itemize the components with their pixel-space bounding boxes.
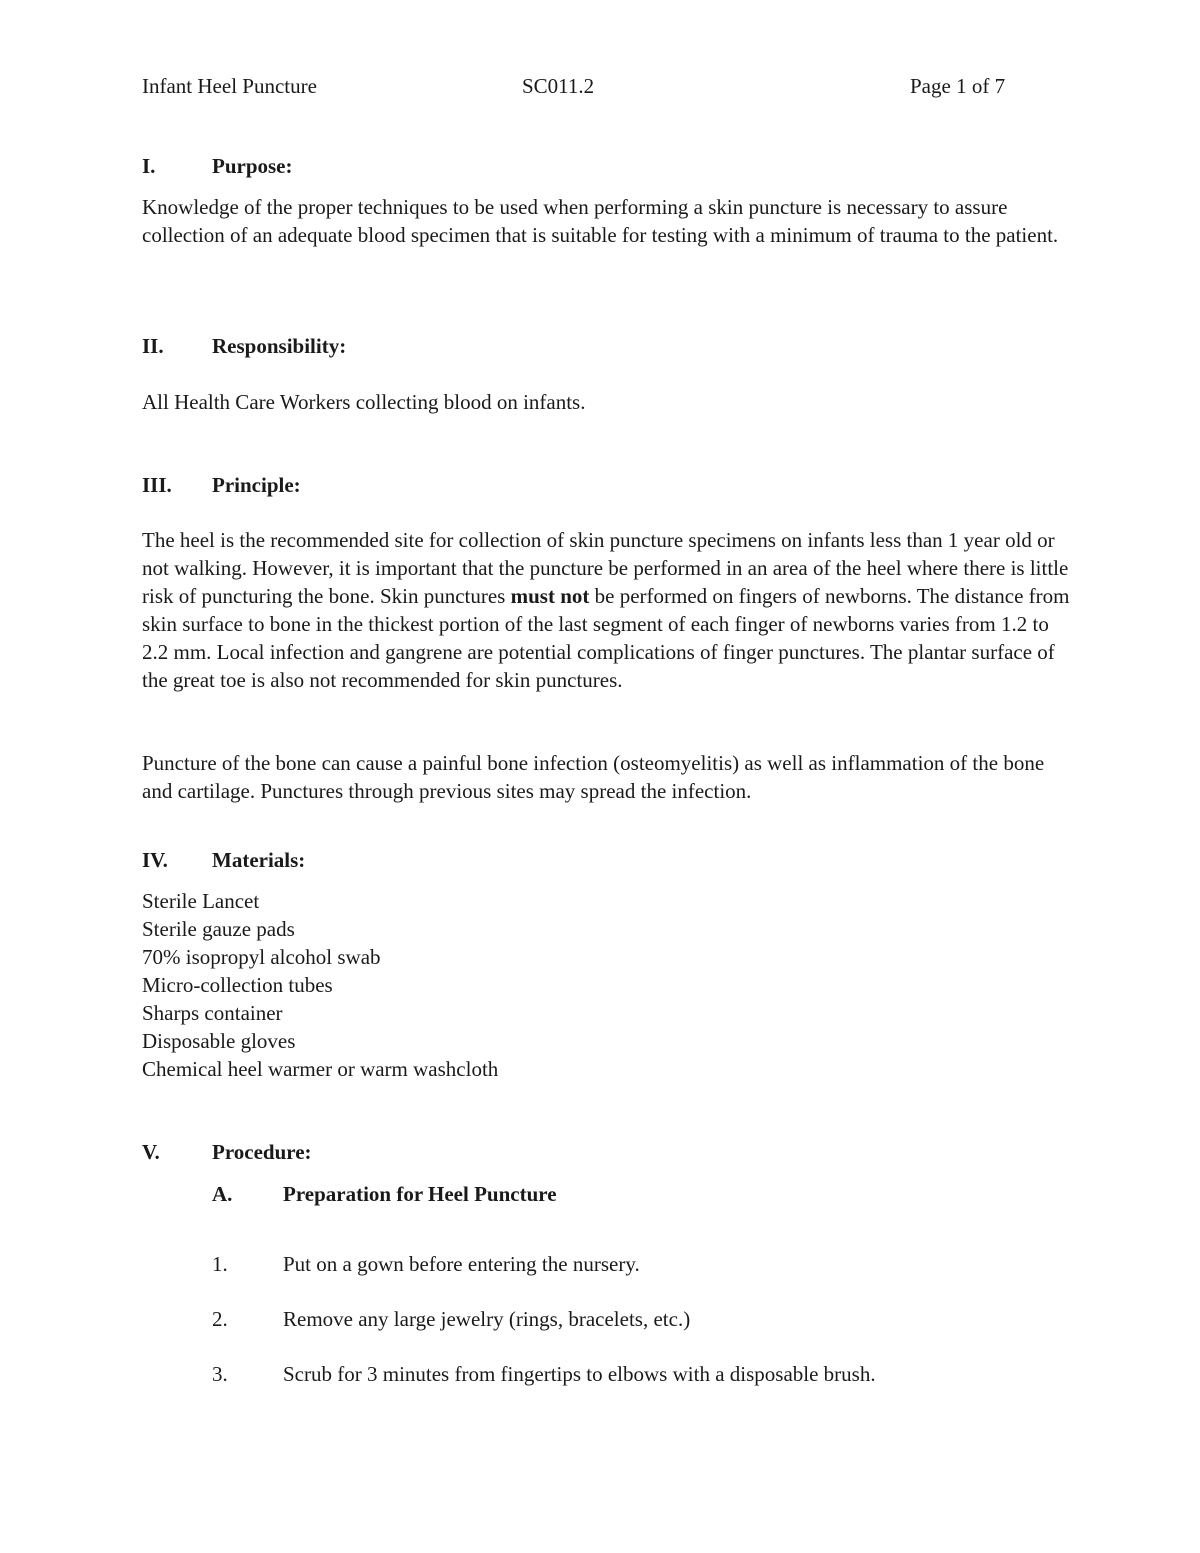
subsection-title: Preparation for Heel Puncture bbox=[283, 1182, 557, 1206]
responsibility-paragraph: All Health Care Workers collecting blood on infants. bbox=[142, 390, 586, 414]
step-text: Scrub for 3 minutes from fingertips to elbows with a disposable brush. bbox=[283, 1362, 876, 1386]
principle-text-2 bbox=[142, 749, 1072, 805]
principle-p1-part-1: The heel is the recommended site for collection of skin puncture specimens on infants less than 1 year old or not walking. However, it is important that the puncture be performed in an area of the heel where there is little risk of puncturing the bone. Skin punctures bbox=[142, 528, 1069, 608]
principle-p1-emphasis: must not bbox=[510, 584, 590, 608]
header-page-number: Page 1 of 7 bbox=[910, 74, 1006, 98]
subsection-number: A. bbox=[212, 1182, 233, 1206]
list-item: Micro-collection tubes bbox=[142, 973, 333, 997]
list-item: Chemical heel warmer or warm washcloth bbox=[142, 1057, 499, 1081]
principle-paragraph-2: Puncture of the bone can cause a painful bone infection (osteomyelitis) as well as inflammation of the bone and cartilage. Punctures through previous sites may spread the infection. bbox=[142, 751, 1045, 803]
principle-paragraph-1 bbox=[142, 526, 1072, 694]
section-number-procedure: V. bbox=[142, 1140, 160, 1164]
step-text: Put on a gown before entering the nursery. bbox=[283, 1252, 640, 1276]
section-title-materials: Materials: bbox=[212, 848, 306, 872]
section-number-principle: III. bbox=[142, 473, 172, 497]
header-title: Infant Heel Puncture bbox=[142, 74, 317, 98]
section-number-purpose: I. bbox=[142, 154, 156, 178]
step-number: 2. bbox=[212, 1307, 228, 1331]
section-title-purpose: Purpose: bbox=[212, 154, 293, 178]
step-text: Remove any large jewelry (rings, bracelets, etc.) bbox=[283, 1307, 691, 1331]
section-title-principle: Principle: bbox=[212, 473, 301, 497]
principle-p1-part-2: be performed on fingers of newborns. The distance from skin surface to bone in the thickest portion of the last segment of each finger of newborns varies from 1.2 to 2.2 mm. Local infection and gangrene are potential complications of finger punctures. The plantar surface of the great toe is also not recommended for skin punctures. bbox=[142, 584, 1070, 692]
list-item: Sterile Lancet bbox=[142, 889, 260, 913]
list-item: Sterile gauze pads bbox=[142, 917, 295, 941]
list-item: Sharps container bbox=[142, 1001, 283, 1025]
section-title-responsibility: Responsibility: bbox=[212, 334, 347, 358]
responsibility-text bbox=[142, 388, 1072, 416]
step-number: 3. bbox=[212, 1362, 228, 1386]
header-code: SC011.2 bbox=[522, 74, 595, 98]
section-number-responsibility: II. bbox=[142, 334, 164, 358]
principle-text bbox=[142, 526, 1072, 694]
section-title-procedure: Procedure: bbox=[212, 1140, 312, 1164]
list-item: Disposable gloves bbox=[142, 1029, 296, 1053]
section-number-materials: IV. bbox=[142, 848, 168, 872]
step-number: 1. bbox=[212, 1252, 228, 1276]
purpose-paragraph: Knowledge of the proper techniques to be used when performing a skin puncture is necessary to assure collection of an adequate blood specimen that is suitable for testing with a minimum of trauma to the patient. bbox=[142, 195, 1059, 247]
list-item: 70% isopropyl alcohol swab bbox=[142, 945, 381, 969]
purpose-text bbox=[142, 193, 1072, 249]
materials-list bbox=[142, 887, 498, 1083]
